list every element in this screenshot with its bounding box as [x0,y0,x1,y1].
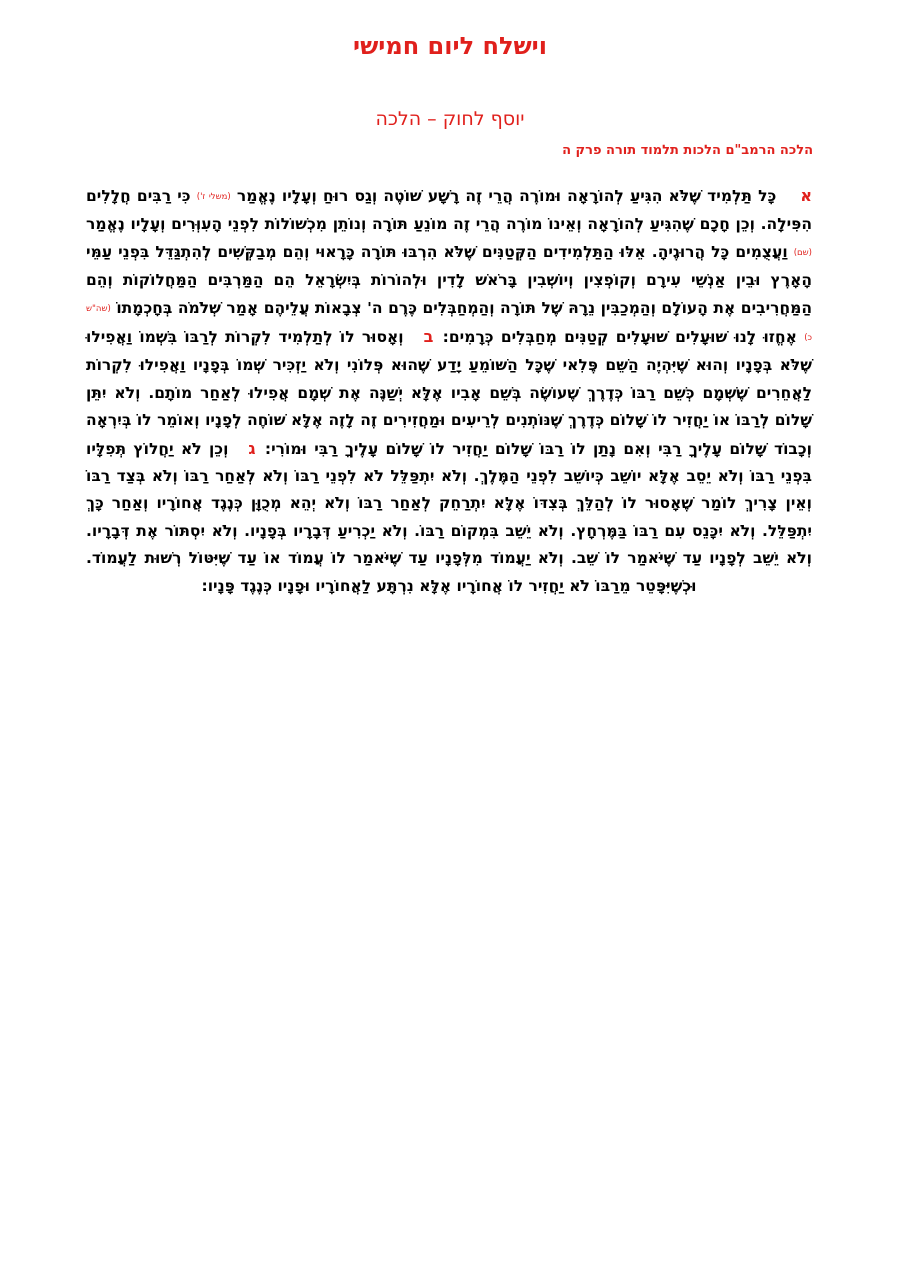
section-subtitle: יוסף לחוק – הלכה [375,108,525,130]
halacha-text-block [86,182,812,600]
halacha-number: ב [423,327,434,347]
halacha-text: וְאָסוּר לוֹ לְתַלְמִיד לִקְרוֹת לְרַבּוֹ בִּשְׁמוֹ וַאֲפִילוּ שֶׁלֹּא בְּפָנָיו וְהוּא שֶׁיִּהְיֶה הַשֵּׁם פֶּלִאי שֶׁכָּל הַשּׁוֹמֵעַ יָדַע שֶׁהוּא פְּלוֹנִי וְלֹא יַזְכִּיר שְׁמוֹ בְּפָנָיו וַאֲפִילוּ לִקְרוֹת לַאֲחֵרִים שֶׁשְּׁמָם כְּשֵׁם רַבּוֹ כְּדֶרֶךְ שֶׁעוֹשֶׂה בְּשֵׁם אָבִיו אֶלָּא יְשַׁנֶּה אֶת שְׁמָם אֲפִילוּ לְאַחַר מוֹתָם. וְלֹא יִתֵּן שָׁלוֹם לְרַבּוֹ אוֹ יַחֲזִיר לוֹ שָׁלוֹם כְּדֶרֶךְ שֶׁנּוֹתְנִים לְרֵיעִים וּמַחֲזִירִים זֶה לָזֶה אֶלָּא שׁוֹחֶה לְפָנָיו וְאוֹמֵר לוֹ בְּיִרְאָה וְכָבוֹד שָׁלוֹם עָלֶיךָ רַבִּי וְאִם נָתַן לוֹ רַבּוֹ שָׁלוֹם יַחֲזִיר לוֹ שָׁלוֹם עָלֶיךָ רַבִּי וּמוֹרִי: [86,328,812,458]
halacha-text: וְכֵן לֹא יַחֲלוֹץ תְּפִלָּיו בִּפְנֵי רַבּוֹ וְלֹא יֵסֵב אֶלָּא יוֹשֵׁב כְּיוֹשֵׁב לִפְנֵי הַמֶּלֶךְ. וְלֹא יִתְפַּלֵּל לֹא לִפְנֵי רַבּוֹ וְלֹא לְאַחַר רַבּוֹ וְלֹא בְּצַד רַבּוֹ וְאֵין צָרִיךְ לוֹמַר שֶׁאָסוּר לוֹ לְהַלֵּךְ בְּצִדּוֹ אֶלָּא יִתְרַחֵק לְאַחַר רַבּוֹ וְלֹא יְהֵא מְכֻוָּן כְּנֶגֶד אֲחוֹרָיו וְאַחַר כָּךְ יִתְפַּלֵּל. וְלֹא יִכָּנֵס עִם רַבּוֹ בַּמֶּרְחָץ. וְלֹא יֵשֵׁב בִּמְקוֹם רַבּוֹ. וְלֹא יַכְרִיעַ דְּבָרָיו בְּפָנָיו. וְלֹא יִסְתּוֹר אֶת דְּבָרָיו. וְלֹא יֵשֵׁב לְפָנָיו עַד שֶׁיֹּאמַר לוֹ שֵׁב. וְלֹא יַעֲמוֹד מִלְּפָנָיו עַד שֶׁיֹּאמַר לוֹ עֲמוֹד אוֹ עַד שֶׁיִּטּוֹל רְשׁוּת לַעֲמוֹד. וּכְשֶׁיִּפָּטֵר מֵרַבּוֹ לֹא יַחֲזִיר לוֹ אֲחוֹרָיו אֶלָּא נִרְתָּע לַאֲחוֹרָיו וּפָנָיו כְּנֶגֶד פָּנָיו: [86,439,812,595]
halacha-number: ג [248,438,256,458]
verse-reference: (שה"ש כ) [86,303,812,344]
halacha-number: א [800,186,812,205]
page-title: וישלח ליום חמישי [353,32,547,60]
verse-reference: (משלי ז') [196,192,231,202]
halacha-text: אֶחֱזוּ לָנוּ שׁוּעָלִים שׁוּעָלִים קְטַנִּים מְחַבְּלִים כְּרָמִים: [442,328,797,347]
halacha-text: כִּי רַבִּים חֲלָלִים הִפִּילָה. וְכֵן חָכָם שֶׁהִגִּיעַ לְהוֹרָאָה וְאֵינוֹ מוֹרֶה הֲרֵי זֶה מוֹנֵעַ תּוֹרָה וְנוֹתֵן מִכְשׁוֹלוֹת לִפְנֵי הָעִוְּרִים וְעָלָיו נֶאֱמַר [86,187,812,234]
halacha-text: כָּל תַּלְמִיד שֶׁלֹּא הִגִּיעַ לְהוֹרָאָה וּמוֹרֶה הֲרֵי זֶה רָשָׁע שׁוֹטֶה וְגַס רוּחַ וְעָלָיו נֶאֱמַר [236,187,777,205]
source-reference: הלכה הרמב"ם הלכות תלמוד תורה פרק ה [562,143,813,158]
verse-reference: (שם) [793,247,812,258]
halacha-text: וַעֲצֻמִים כָּל הֲרוּגֶיהָ. אֵלּוּ הַתַּלְמִידִים הַקְּטַנִּים שֶׁלֹּא הִרְבּוּ תּוֹרָה כָּרָאוּי וְהֵם מְבַקְּשִׁים לְהִתְגַּדֵּל בִּפְנֵי עַמֵּי הָאָרֶץ וּבֵין אַנְשֵׁי עִירָם וְקוֹפְצִין וְיוֹשְׁבִין בָּרֹאשׁ לָדִין וּלְהוֹרוֹת בְּיִשְׂרָאֵל הֵם הַמַּרְבִּים הַמַּחֲלוֹקוֹת וְהֵם הַמַּחֲרִיבִים אֶת הָעוֹלָם וְהַמְכַבִּין נֵרָהּ שֶׁל תּוֹרָה וְהַמְחַבְּלִים כֶּרֶם ה' צְבָאוֹת עֲלֵיהֶם אָמַר שְׁלֹמֹה בְּחָכְמָתוֹ [86,242,812,317]
